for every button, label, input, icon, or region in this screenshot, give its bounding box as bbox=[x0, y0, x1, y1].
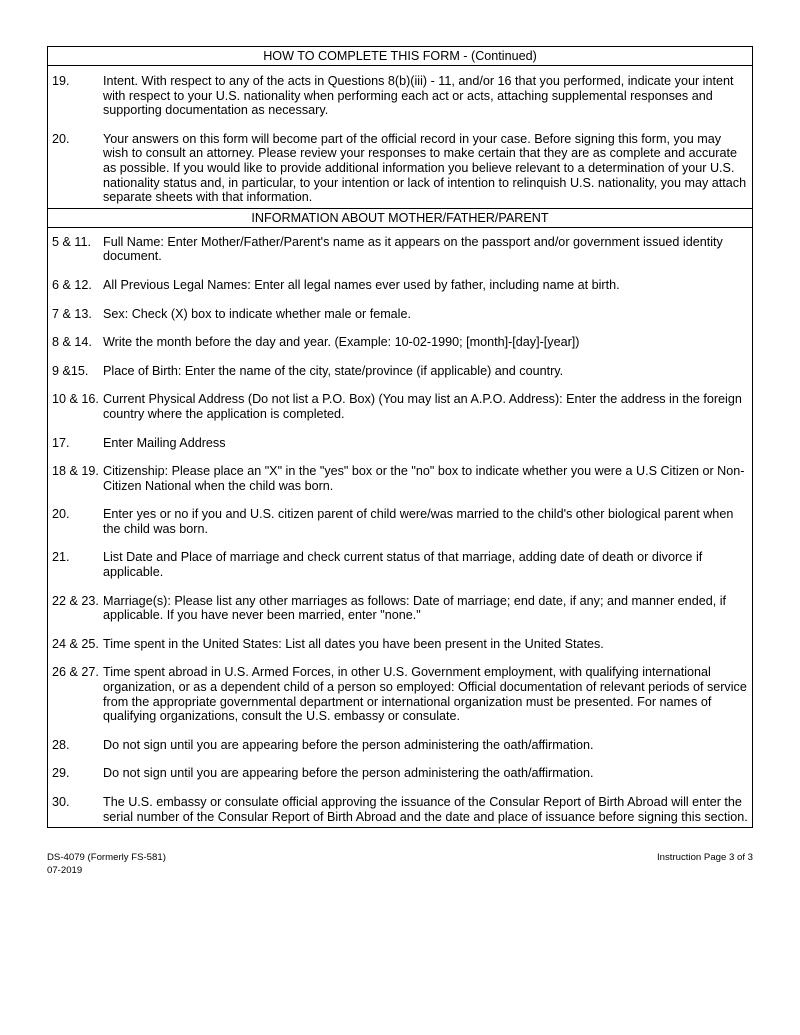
item-text: All Previous Legal Names: Enter all legal names ever used by father, including name at birth. bbox=[103, 277, 620, 292]
list-item-18-19 bbox=[48, 464, 752, 493]
revision-date: 07-2019 bbox=[47, 865, 83, 876]
item-number: 28. bbox=[52, 737, 70, 752]
item-text: List Date and Place of marriage and check current status of that marriage, adding date of death or divorce if applicable. bbox=[103, 550, 703, 580]
item-text: Citizenship: Please place an "X" in the "yes" box or the "no" box to indicate whether you were a U.S Citizen or Non-Citizen National when the child was born. bbox=[103, 464, 745, 493]
item-number: 8 & 14. bbox=[52, 335, 92, 350]
list-item-26-27 bbox=[48, 665, 752, 723]
section-header-parent-info: INFORMATION ABOUT MOTHER/FATHER/PARENT bbox=[48, 208, 752, 228]
item-number: 5 & 11. bbox=[52, 234, 91, 249]
item-number: 6 & 12. bbox=[52, 277, 92, 292]
list-item-17 bbox=[48, 436, 752, 451]
item-text: Your answers on this form will become part of the official record in your case. Before signing this form, you may wish to consult an attorney. Please review your responses to make certain that they are as complete and accurate as possible. If you would like to provide additional information you believe relevant to a determination of your U.S. nationality status and, in particular, to your intention or lack of intention to relinquish U.S. nationality, you may attach separate sheets with that information. bbox=[103, 131, 747, 205]
list-item-30 bbox=[48, 795, 752, 824]
item-number: 26 & 27. bbox=[52, 665, 99, 680]
item-text: The U.S. embassy or consulate official approving the issuance of the Consular Report of Birth Abroad will enter the serial number of the Consular Report of Birth Abroad and the date and place of issuance before signing this section. bbox=[103, 795, 748, 824]
item-number: 21. bbox=[52, 550, 70, 565]
item-text: Enter Mailing Address bbox=[103, 435, 226, 450]
list-item-6-12 bbox=[48, 278, 752, 293]
section-header-how-to-complete: HOW TO COMPLETE THIS FORM - (Continued) bbox=[48, 47, 752, 66]
item-number: 20. bbox=[52, 507, 70, 522]
list-item-21 bbox=[48, 550, 752, 579]
list-item-7-13 bbox=[48, 307, 752, 322]
item-text: Time spent abroad in U.S. Armed Forces, in other U.S. Government employment, with qualifying international organization, or as a dependent child of a person so employed: Official documentation of relevant periods of service from the appropriate governmental department or international organization must be presented. For names of qualifying organizations, consult the U.S. embassy or consulate. bbox=[103, 665, 747, 724]
list-item-20 bbox=[48, 132, 752, 205]
list-item-19 bbox=[48, 74, 752, 118]
item-text: Current Physical Address (Do not list a P.O. Box) (You may list an A.P.O. Address): Enter the address in the foreign country where the application is completed. bbox=[103, 392, 742, 421]
item-text: Full Name: Enter Mother/Father/Parent's name as it appears on the passport and/or government issued identity document. bbox=[103, 234, 723, 264]
item-text: Enter yes or no if you and U.S. citizen parent of child were/was married to the child's other biological parent when the child was born. bbox=[103, 507, 734, 536]
item-text: Marriage(s): Please list any other marriages as follows: Date of marriage; end date, if any; and manner ended, if applicable. If you have never been married, enter "none." bbox=[103, 593, 726, 623]
list-item-28 bbox=[48, 738, 752, 753]
item-number: 18 & 19. bbox=[52, 464, 99, 479]
item-text: Place of Birth: Enter the name of the city, state/province (if applicable) and country. bbox=[103, 363, 564, 378]
item-text: Do not sign until you are appearing before the person administering the oath/affirmation. bbox=[103, 737, 594, 752]
list-item-22-23 bbox=[48, 594, 752, 623]
list-item-5-11 bbox=[48, 235, 752, 264]
item-number: 10 & 16. bbox=[52, 392, 99, 407]
item-number: 19. bbox=[52, 74, 70, 88]
item-number: 30. bbox=[52, 795, 70, 809]
item-text: Intent. With respect to any of the acts in Questions 8(b)(iii) - 11, and/or 16 that you performed, indicate your intent with respect to your U.S. nationality when performing each act or acts, attaching supplemental responses and supporting documentation as necessary. bbox=[103, 74, 734, 118]
page-number: Instruction Page 3 of 3 bbox=[657, 852, 753, 863]
item-number: 22 & 23. bbox=[52, 593, 99, 608]
list-item-29 bbox=[48, 766, 752, 781]
item-number: 17. bbox=[52, 435, 70, 450]
item-text: Write the month before the day and year. (Example: 10-02-1990; [month]-[day]-[year]) bbox=[103, 335, 580, 350]
item-text: Sex: Check (X) box to indicate whether male or female. bbox=[103, 306, 411, 321]
list-item-10-16 bbox=[48, 392, 752, 421]
form-id: DS-4079 (Formerly FS-581) bbox=[47, 852, 166, 863]
item-number: 20. bbox=[52, 131, 70, 146]
list-item-20b bbox=[48, 507, 752, 536]
instructions-form bbox=[47, 46, 753, 828]
list-item-8-14 bbox=[48, 335, 752, 350]
item-text: Do not sign until you are appearing before the person administering the oath/affirmation. bbox=[103, 766, 594, 781]
item-number: 9 &15. bbox=[52, 363, 89, 378]
item-number: 29. bbox=[52, 766, 70, 781]
list-item-9-15 bbox=[48, 364, 752, 379]
list-item-24-25 bbox=[48, 637, 752, 652]
item-number: 7 & 13. bbox=[52, 306, 92, 321]
item-text: Time spent in the United States: List all dates you have been present in the United States. bbox=[103, 636, 604, 651]
item-number: 24 & 25. bbox=[52, 636, 99, 651]
